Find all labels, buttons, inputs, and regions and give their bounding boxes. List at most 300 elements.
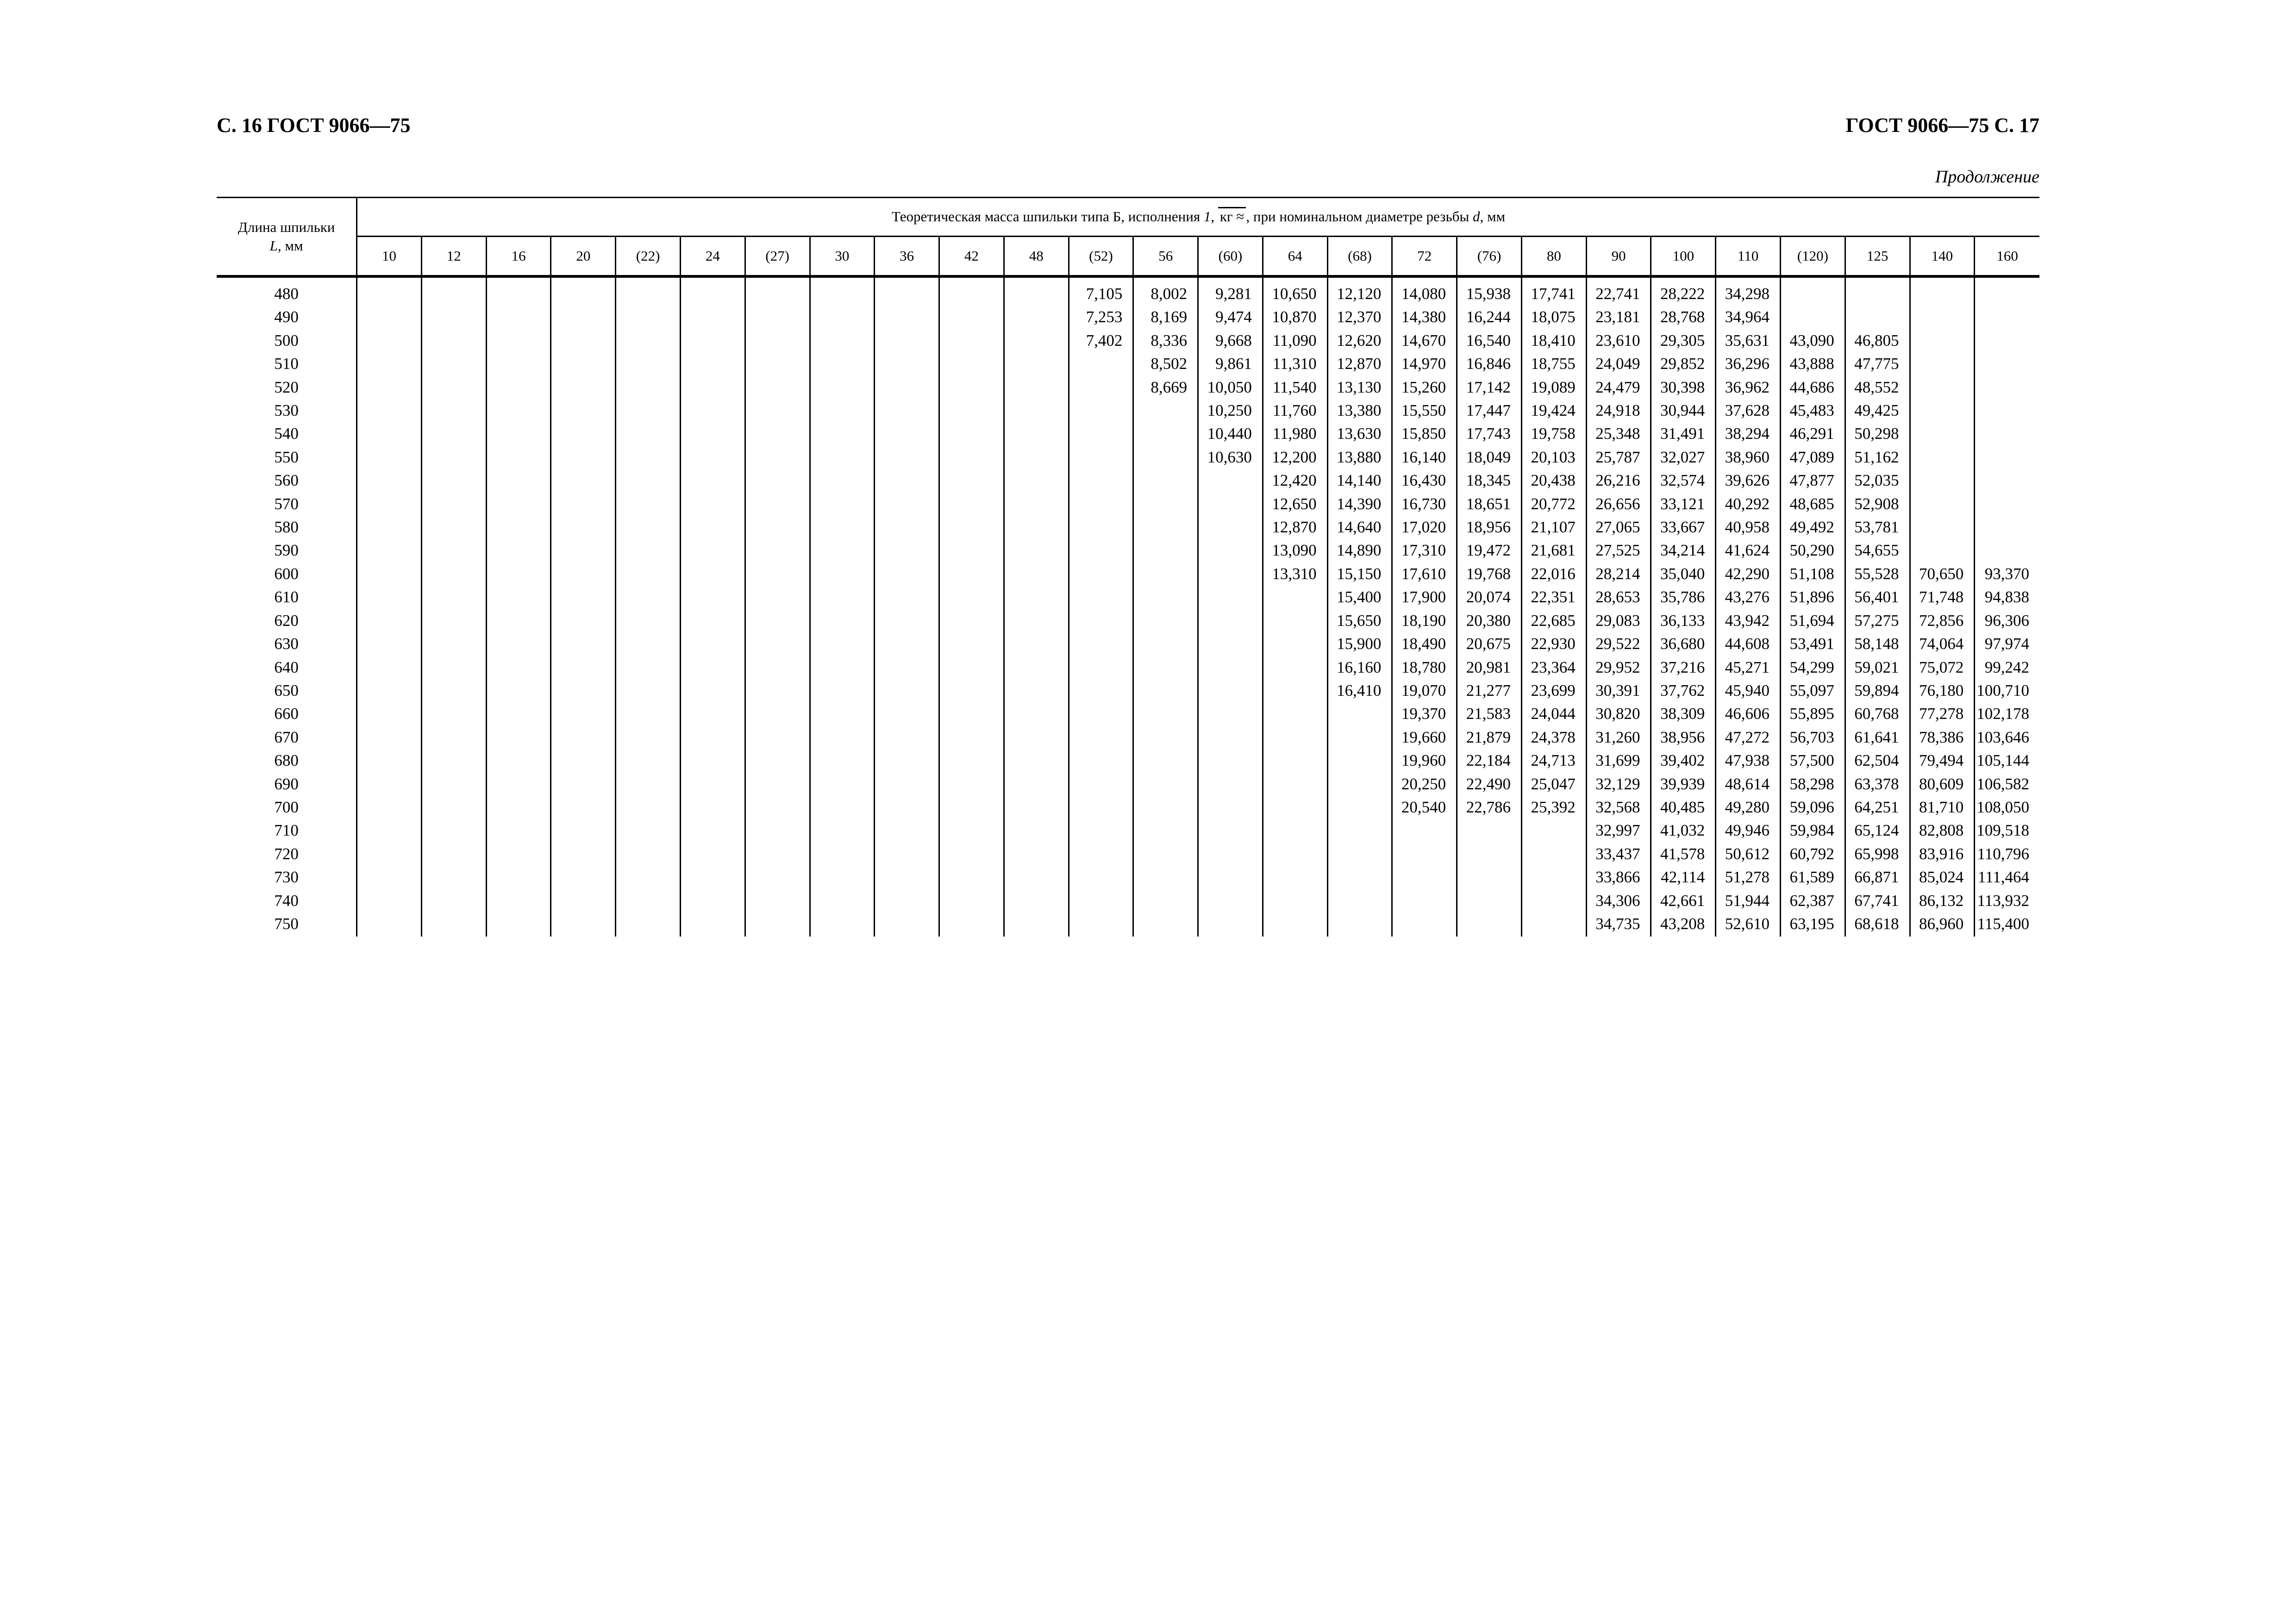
mass-cell <box>551 632 616 656</box>
diameter-header: 110 <box>1716 237 1781 277</box>
mass-cell: 48,685 <box>1781 493 1845 516</box>
mass-cell <box>1133 702 1198 725</box>
diameter-header: 100 <box>1651 237 1716 277</box>
mass-cell: 58,148 <box>1845 632 1910 656</box>
mass-cell <box>745 469 810 492</box>
mass-cell <box>616 702 681 725</box>
mass-cell: 21,879 <box>1457 726 1522 749</box>
table-row <box>217 679 2039 702</box>
mass-cell <box>551 586 616 609</box>
mass-cell <box>1327 749 1392 772</box>
mass-cell: 14,640 <box>1327 516 1392 539</box>
mass-cell <box>1198 562 1263 586</box>
mass-cell: 28,222 <box>1651 276 1716 306</box>
mass-cell <box>875 632 939 656</box>
mass-cell: 12,650 <box>1263 493 1327 516</box>
mass-cell <box>1910 493 1975 516</box>
mass-cell <box>939 446 1004 469</box>
mass-cell <box>810 446 875 469</box>
mass-cell: 30,820 <box>1586 702 1651 725</box>
mass-cell: 46,606 <box>1716 702 1781 725</box>
mass-cell <box>486 562 551 586</box>
mass-cell <box>357 586 422 609</box>
mass-cell <box>810 306 875 329</box>
mass-cell: 14,970 <box>1392 352 1457 375</box>
mass-cell: 22,741 <box>1586 276 1651 306</box>
mass-cell: 32,574 <box>1651 469 1716 492</box>
mass-cell: 44,686 <box>1781 376 1845 399</box>
diameter-header: 36 <box>875 237 939 277</box>
mass-cell <box>1521 819 1586 842</box>
mass-cell <box>1133 773 1198 796</box>
mass-cell: 25,787 <box>1586 446 1651 469</box>
mass-cell <box>875 586 939 609</box>
mass-cell: 22,351 <box>1521 586 1586 609</box>
mass-cell <box>1004 749 1069 772</box>
table-row <box>217 399 2039 422</box>
mass-cell <box>1133 726 1198 749</box>
mass-cell <box>551 679 616 702</box>
mass-cell <box>1069 609 1133 632</box>
mass-cell: 54,655 <box>1845 539 1910 562</box>
mass-cell <box>1263 586 1327 609</box>
mass-cell <box>551 422 616 445</box>
mass-cell <box>1198 819 1263 842</box>
mass-cell <box>810 469 875 492</box>
mass-cell <box>745 276 810 306</box>
mass-cell <box>357 329 422 352</box>
mass-cell <box>1263 679 1327 702</box>
mass-cell <box>551 609 616 632</box>
mass-cell <box>616 656 681 679</box>
table-row <box>217 306 2039 329</box>
group-header-suffix: , мм <box>1480 208 1506 225</box>
mass-cell <box>1457 889 1522 912</box>
mass-cell <box>745 422 810 445</box>
mass-cell: 13,090 <box>1263 539 1327 562</box>
mass-cell <box>1910 469 1975 492</box>
mass-cell <box>1069 632 1133 656</box>
mass-cell: 9,668 <box>1198 329 1263 352</box>
mass-cell <box>680 726 745 749</box>
mass-cell: 24,378 <box>1521 726 1586 749</box>
mass-cell: 35,786 <box>1651 586 1716 609</box>
mass-cell <box>875 726 939 749</box>
mass-cell: 10,630 <box>1198 446 1263 469</box>
mass-cell: 54,299 <box>1781 656 1845 679</box>
table-row <box>217 866 2039 889</box>
mass-cell: 16,540 <box>1457 329 1522 352</box>
mass-cell: 33,437 <box>1586 843 1651 866</box>
diameter-header: 72 <box>1392 237 1457 277</box>
mass-cell <box>680 819 745 842</box>
mass-cell <box>810 376 875 399</box>
diameter-header: 90 <box>1586 237 1651 277</box>
mass-cell <box>1198 679 1263 702</box>
table-row <box>217 819 2039 842</box>
table-row <box>217 889 2039 912</box>
mass-cell <box>421 562 486 586</box>
mass-cell <box>1521 843 1586 866</box>
mass-cell: 17,741 <box>1521 276 1586 306</box>
diameter-header: 160 <box>1975 237 2039 277</box>
diameter-header: 56 <box>1133 237 1198 277</box>
mass-cell: 47,775 <box>1845 352 1910 375</box>
mass-cell: 100,710 <box>1975 679 2039 702</box>
table-row <box>217 562 2039 586</box>
mass-cell <box>486 773 551 796</box>
mass-cell <box>1004 656 1069 679</box>
mass-cell <box>745 749 810 772</box>
mass-cell <box>486 702 551 725</box>
mass-cell: 10,050 <box>1198 376 1263 399</box>
mass-cell <box>551 796 616 819</box>
mass-cell: 81,710 <box>1910 796 1975 819</box>
mass-cell <box>745 376 810 399</box>
mass-cell <box>1392 889 1457 912</box>
mass-cell <box>551 726 616 749</box>
mass-cell: 11,540 <box>1263 376 1327 399</box>
mass-cell <box>616 912 681 937</box>
mass-cell: 22,490 <box>1457 773 1522 796</box>
diameter-header: 125 <box>1845 237 1910 277</box>
mass-cell: 70,650 <box>1910 562 1975 586</box>
mass-cell: 18,490 <box>1392 632 1457 656</box>
mass-cell <box>1263 656 1327 679</box>
table-row <box>217 843 2039 866</box>
mass-cell <box>1133 679 1198 702</box>
mass-cell: 15,938 <box>1457 276 1522 306</box>
mass-cell <box>616 469 681 492</box>
mass-cell <box>939 399 1004 422</box>
mass-cell <box>357 773 422 796</box>
mass-cell: 38,956 <box>1651 726 1716 749</box>
mass-cell: 72,856 <box>1910 609 1975 632</box>
page-header-right: ГОСТ 9066—75 С. 17 <box>1845 114 2039 137</box>
mass-cell: 67,741 <box>1845 889 1910 912</box>
mass-cell: 19,472 <box>1457 539 1522 562</box>
diameter-header: 10 <box>357 237 422 277</box>
mass-cell: 18,190 <box>1392 609 1457 632</box>
mass-cell <box>680 399 745 422</box>
mass-cell <box>939 493 1004 516</box>
mass-cell <box>745 446 810 469</box>
mass-cell <box>1004 773 1069 796</box>
mass-cell <box>1263 889 1327 912</box>
mass-cell <box>616 516 681 539</box>
diameter-header: (52) <box>1069 237 1133 277</box>
mass-cell <box>357 866 422 889</box>
mass-cell: 106,582 <box>1975 773 2039 796</box>
mass-cell <box>551 493 616 516</box>
mass-cell: 33,121 <box>1651 493 1716 516</box>
diameter-header: (22) <box>616 237 681 277</box>
mass-cell <box>486 632 551 656</box>
mass-cell: 40,485 <box>1651 796 1716 819</box>
length-cell: 550 <box>274 448 299 466</box>
mass-cell <box>810 866 875 889</box>
mass-cell: 45,940 <box>1716 679 1781 702</box>
mass-cell <box>810 749 875 772</box>
mass-cell <box>1069 819 1133 842</box>
mass-cell <box>939 562 1004 586</box>
mass-cell <box>745 493 810 516</box>
mass-cell <box>1975 329 2039 352</box>
mass-cell <box>1198 843 1263 866</box>
mass-cell: 31,260 <box>1586 726 1651 749</box>
mass-cell <box>939 726 1004 749</box>
mass-cell: 61,641 <box>1845 726 1910 749</box>
mass-cell <box>421 749 486 772</box>
mass-cell <box>616 866 681 889</box>
length-header-line1: Длина шпильки <box>238 219 335 235</box>
mass-cell <box>421 586 486 609</box>
table-row <box>217 656 2039 679</box>
mass-cell: 33,667 <box>1651 516 1716 539</box>
mass-cell: 48,552 <box>1845 376 1910 399</box>
mass-cell <box>810 773 875 796</box>
mass-cell: 51,162 <box>1845 446 1910 469</box>
mass-cell <box>421 702 486 725</box>
mass-cell: 16,730 <box>1392 493 1457 516</box>
mass-cell: 59,096 <box>1781 796 1845 819</box>
mass-cell <box>1004 796 1069 819</box>
mass-cell <box>616 843 681 866</box>
mass-cell <box>939 749 1004 772</box>
mass-cell <box>875 562 939 586</box>
mass-cell: 43,276 <box>1716 586 1781 609</box>
mass-cell <box>1069 726 1133 749</box>
mass-cell <box>875 773 939 796</box>
mass-cell <box>810 493 875 516</box>
mass-cell <box>875 819 939 842</box>
mass-cell <box>357 562 422 586</box>
mass-cell: 34,964 <box>1716 306 1781 329</box>
mass-cell: 110,796 <box>1975 843 2039 866</box>
mass-cell <box>745 586 810 609</box>
mass-cell: 42,114 <box>1651 866 1716 889</box>
mass-cell: 80,609 <box>1910 773 1975 796</box>
mass-cell <box>745 819 810 842</box>
mass-cell <box>486 352 551 375</box>
mass-cell: 86,960 <box>1910 912 1975 937</box>
mass-cell <box>1004 609 1069 632</box>
mass-cell: 26,656 <box>1586 493 1651 516</box>
mass-cell: 51,278 <box>1716 866 1781 889</box>
mass-cell <box>1004 562 1069 586</box>
mass-cell <box>421 539 486 562</box>
group-header-prefix: Теоретическая масса шпильки типа Б, исполнения <box>891 208 1204 225</box>
mass-cell: 8,502 <box>1133 352 1198 375</box>
mass-cell: 36,680 <box>1651 632 1716 656</box>
mass-cell: 19,660 <box>1392 726 1457 749</box>
mass-cell <box>1392 843 1457 866</box>
mass-cell <box>616 399 681 422</box>
mass-cell: 22,184 <box>1457 749 1522 772</box>
mass-cell <box>616 726 681 749</box>
table-row <box>217 726 2039 749</box>
mass-cell <box>1910 352 1975 375</box>
mass-cell <box>1392 866 1457 889</box>
mass-cell <box>357 352 422 375</box>
mass-cell <box>939 609 1004 632</box>
mass-cell <box>810 632 875 656</box>
mass-cell <box>745 399 810 422</box>
mass-cell: 49,280 <box>1716 796 1781 819</box>
mass-cell: 65,998 <box>1845 843 1910 866</box>
mass-cell <box>810 679 875 702</box>
mass-cell: 29,522 <box>1586 632 1651 656</box>
mass-cell: 31,491 <box>1651 422 1716 445</box>
mass-cell: 51,944 <box>1716 889 1781 912</box>
mass-cell <box>745 866 810 889</box>
mass-cell: 53,491 <box>1781 632 1845 656</box>
length-cell: 590 <box>274 541 299 560</box>
mass-cell <box>357 422 422 445</box>
diameter-header: 140 <box>1910 237 1975 277</box>
mass-cell: 45,483 <box>1781 399 1845 422</box>
mass-cell <box>1133 516 1198 539</box>
mass-cell <box>1910 539 1975 562</box>
mass-cell <box>421 399 486 422</box>
mass-cell: 12,420 <box>1263 469 1327 492</box>
mass-cell: 18,345 <box>1457 469 1522 492</box>
mass-cell <box>1781 276 1845 306</box>
diameter-header: (60) <box>1198 237 1263 277</box>
mass-cell <box>1263 819 1327 842</box>
mass-cell: 50,290 <box>1781 539 1845 562</box>
mass-cell <box>1263 749 1327 772</box>
mass-cell <box>1198 773 1263 796</box>
table-row <box>217 493 2039 516</box>
mass-cell <box>1198 866 1263 889</box>
mass-cell: 50,298 <box>1845 422 1910 445</box>
mass-cell <box>1133 866 1198 889</box>
mass-cell: 108,050 <box>1975 796 2039 819</box>
mass-cell <box>421 819 486 842</box>
mass-cell <box>1975 422 2039 445</box>
mass-cell: 15,550 <box>1392 399 1457 422</box>
mass-cell <box>486 276 551 306</box>
mass-cell <box>875 866 939 889</box>
table-row <box>217 329 2039 352</box>
mass-cell <box>1004 276 1069 306</box>
mass-cell <box>939 889 1004 912</box>
mass-cell <box>810 276 875 306</box>
mass-cell <box>357 632 422 656</box>
mass-cell <box>1521 889 1586 912</box>
mass-cell <box>875 889 939 912</box>
mass-cell <box>875 796 939 819</box>
mass-cell <box>680 912 745 937</box>
mass-cell <box>1069 422 1133 445</box>
mass-cell <box>486 749 551 772</box>
mass-cell <box>616 679 681 702</box>
mass-cell <box>1069 889 1133 912</box>
mass-cell <box>421 352 486 375</box>
mass-cell <box>1069 866 1133 889</box>
mass-cell <box>1004 493 1069 516</box>
mass-cell <box>1069 376 1133 399</box>
diameter-header: (120) <box>1781 237 1845 277</box>
mass-cell <box>680 446 745 469</box>
mass-cell: 27,525 <box>1586 539 1651 562</box>
mass-cell: 37,762 <box>1651 679 1716 702</box>
length-cell: 480 <box>274 285 299 303</box>
mass-cell <box>1069 656 1133 679</box>
length-cell: 570 <box>274 494 299 513</box>
length-cell: 720 <box>274 844 299 863</box>
mass-cell: 64,251 <box>1845 796 1910 819</box>
mass-cell <box>1133 609 1198 632</box>
mass-cell: 17,743 <box>1457 422 1522 445</box>
mass-cell: 49,492 <box>1781 516 1845 539</box>
mass-cell <box>810 912 875 937</box>
mass-cell <box>616 422 681 445</box>
mass-cell: 13,380 <box>1327 399 1392 422</box>
mass-cell: 57,275 <box>1845 609 1910 632</box>
mass-cell <box>421 329 486 352</box>
mass-cell: 20,074 <box>1457 586 1522 609</box>
mass-cell: 11,760 <box>1263 399 1327 422</box>
group-header-var: d <box>1472 208 1480 225</box>
mass-cell <box>745 329 810 352</box>
mass-cell <box>939 773 1004 796</box>
mass-cell <box>939 376 1004 399</box>
mass-cell <box>745 609 810 632</box>
mass-cell <box>421 422 486 445</box>
mass-cell <box>486 446 551 469</box>
mass-cell: 18,956 <box>1457 516 1522 539</box>
table-row <box>217 609 2039 632</box>
mass-cell <box>1198 469 1263 492</box>
mass-cell: 23,364 <box>1521 656 1586 679</box>
mass-cell <box>421 912 486 937</box>
mass-cell <box>1004 866 1069 889</box>
mass-cell <box>486 422 551 445</box>
mass-cell: 96,306 <box>1975 609 2039 632</box>
mass-cell <box>1263 702 1327 725</box>
mass-cell <box>875 702 939 725</box>
mass-cell: 14,390 <box>1327 493 1392 516</box>
mass-cell <box>745 306 810 329</box>
mass-cell <box>551 376 616 399</box>
mass-cell <box>1069 586 1133 609</box>
mass-cell <box>745 773 810 796</box>
mass-cell: 26,216 <box>1586 469 1651 492</box>
mass-cell <box>810 702 875 725</box>
mass-cell: 23,610 <box>1586 329 1651 352</box>
mass-cell: 15,650 <box>1327 609 1392 632</box>
mass-cell <box>1457 819 1522 842</box>
mass-cell: 39,626 <box>1716 469 1781 492</box>
mass-cell: 20,675 <box>1457 632 1522 656</box>
mass-cell <box>1198 796 1263 819</box>
mass-cell <box>1004 819 1069 842</box>
mass-cell: 20,540 <box>1392 796 1457 819</box>
mass-cell: 41,624 <box>1716 539 1781 562</box>
mass-cell: 10,250 <box>1198 399 1263 422</box>
mass-cell <box>1910 446 1975 469</box>
mass-cell <box>421 656 486 679</box>
mass-cell <box>810 819 875 842</box>
mass-cell <box>680 796 745 819</box>
mass-cell: 8,169 <box>1133 306 1198 329</box>
mass-cell: 19,070 <box>1392 679 1457 702</box>
mass-cell: 19,424 <box>1521 399 1586 422</box>
mass-cell <box>810 562 875 586</box>
mass-cell <box>939 276 1004 306</box>
